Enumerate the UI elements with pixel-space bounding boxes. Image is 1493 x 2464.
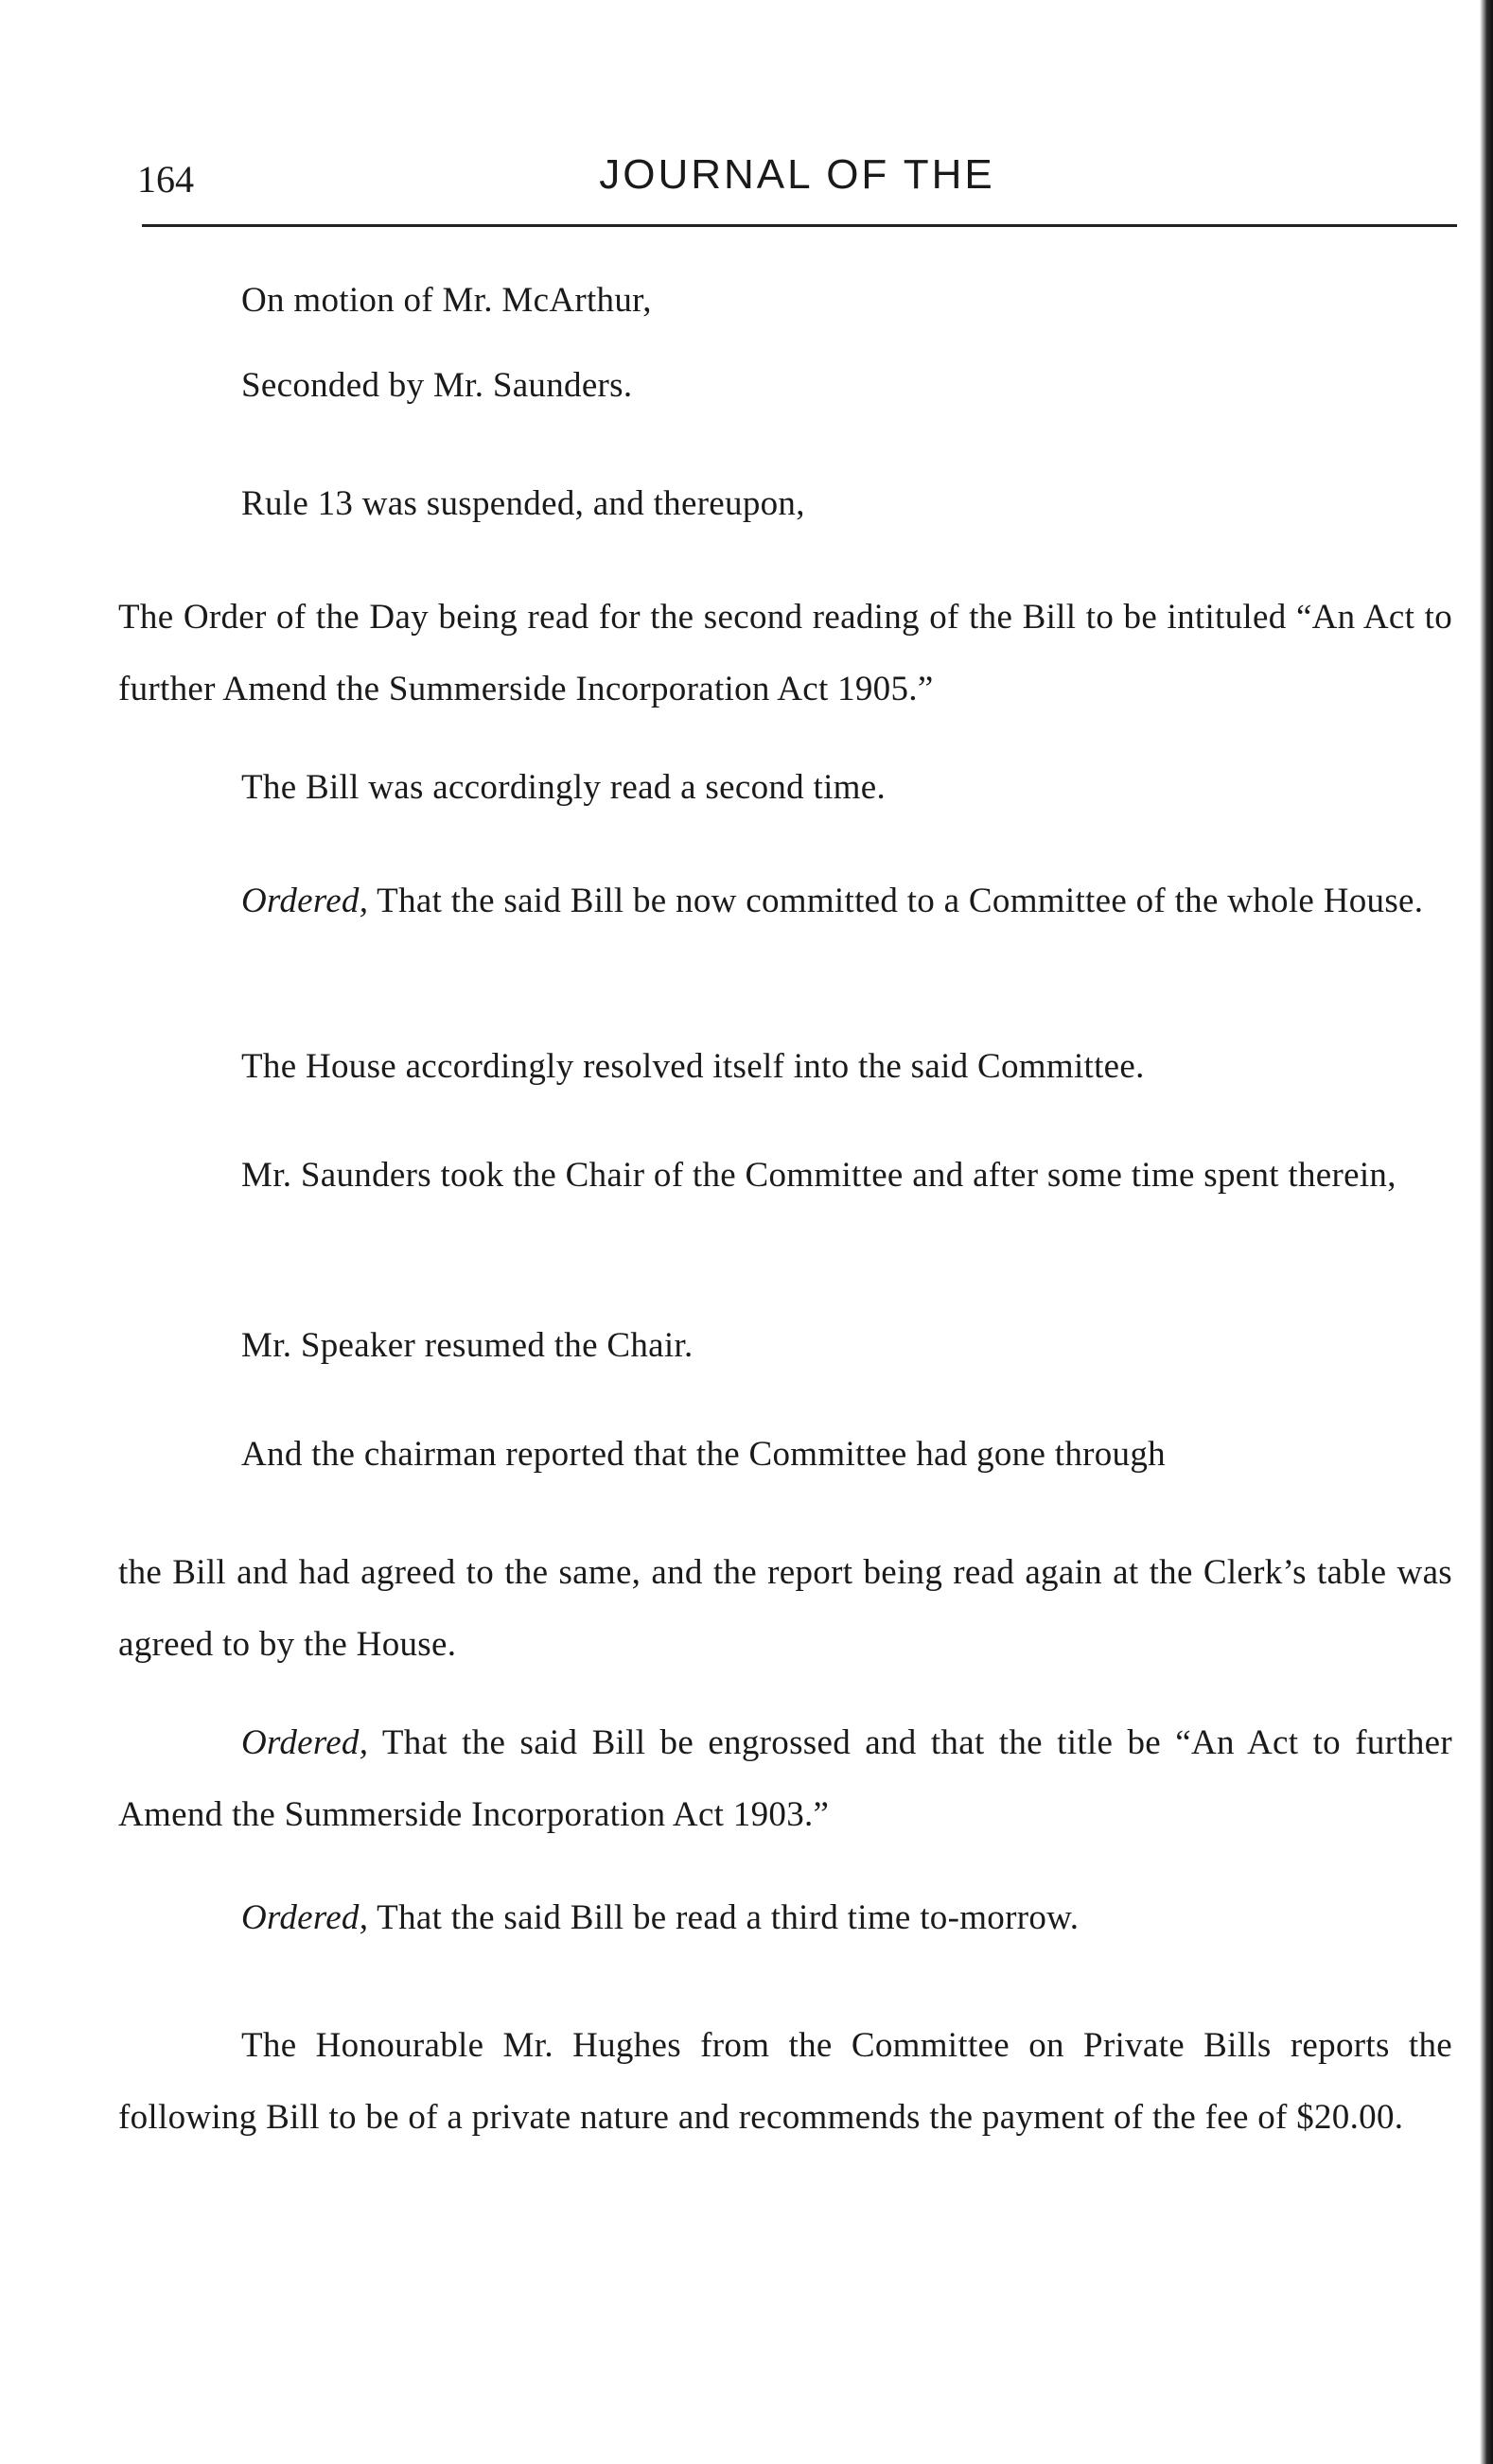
paragraph-committed	[118, 865, 1452, 937]
ordered-label: Ordered,	[241, 882, 369, 920]
page-edge-shadow	[1480, 0, 1493, 2464]
paragraph-private-bills	[118, 2010, 1452, 2154]
page-header	[137, 151, 1457, 208]
engrossed-body: That the said Bill be engrossed and that the title be “An Act to further Amend the Summerside Incorporation Act 1903.”	[118, 1723, 1452, 1834]
paragraph-motion	[118, 265, 1452, 337]
paragraph-agreed	[118, 1537, 1452, 1681]
paragraph-seconded	[118, 350, 1452, 422]
paragraph-chair	[118, 1140, 1452, 1212]
committed-body: That the said Bill be now committed to a Committee of the whole House.	[368, 882, 1424, 920]
second-reading-text: The Bill was accordingly read a second time.	[241, 768, 887, 807]
running-title: JOURNAL OF THE	[599, 151, 995, 198]
paragraph-resolved	[118, 1031, 1452, 1103]
paragraph-engrossed	[118, 1707, 1452, 1851]
paragraph-chairman-reported	[118, 1419, 1452, 1491]
paragraph-speaker	[118, 1310, 1452, 1382]
chair-text: Mr. Saunders took the Chair of the Committee and after some time spent therein,	[241, 1156, 1396, 1195]
header-rule	[142, 224, 1457, 227]
paragraph-order-of-day	[118, 582, 1452, 725]
page-number: 164	[137, 158, 194, 201]
committed-text	[118, 865, 1452, 937]
speaker-text: Mr. Speaker resumed the Chair.	[241, 1326, 694, 1365]
resolved-text: The House accordingly resolved itself into the said Committee.	[241, 1047, 1145, 1086]
seconded-line: Seconded by Mr. Saunders.	[241, 366, 633, 405]
paragraph-rule-suspended	[118, 468, 1452, 540]
motion-line: On motion of Mr. McArthur,	[241, 281, 652, 320]
ordered-label: Ordered,	[241, 1723, 369, 1762]
third-reading-text	[118, 1882, 1452, 1954]
ordered-label: Ordered,	[241, 1898, 369, 1937]
rule-suspended-line: Rule 13 was suspended, and thereupon,	[241, 484, 805, 523]
third-reading-body: That the said Bill be read a third time to-morrow.	[368, 1898, 1080, 1937]
agreed-text: the Bill and had agreed to the same, and the report being read again at the Clerk’s table was agreed to by the House.	[118, 1553, 1452, 1664]
chairman-reported-text: And the chairman reported that the Committee had gone through	[241, 1435, 1166, 1474]
engrossed-text	[118, 1707, 1452, 1851]
order-of-day-text: The Order of the Day being read for the second reading of the Bill to be intituled “An Act to further Amend the Summerside Incorporation Act 1905.”	[118, 598, 1452, 708]
paragraph-second-reading	[118, 752, 1452, 824]
paragraph-third-reading	[118, 1882, 1452, 1954]
private-bills-text: The Honourable Mr. Hughes from the Committee on Private Bills reports the following Bill to be of a private nature and recommends the payment of the fee of $20.00.	[118, 2026, 1452, 2137]
